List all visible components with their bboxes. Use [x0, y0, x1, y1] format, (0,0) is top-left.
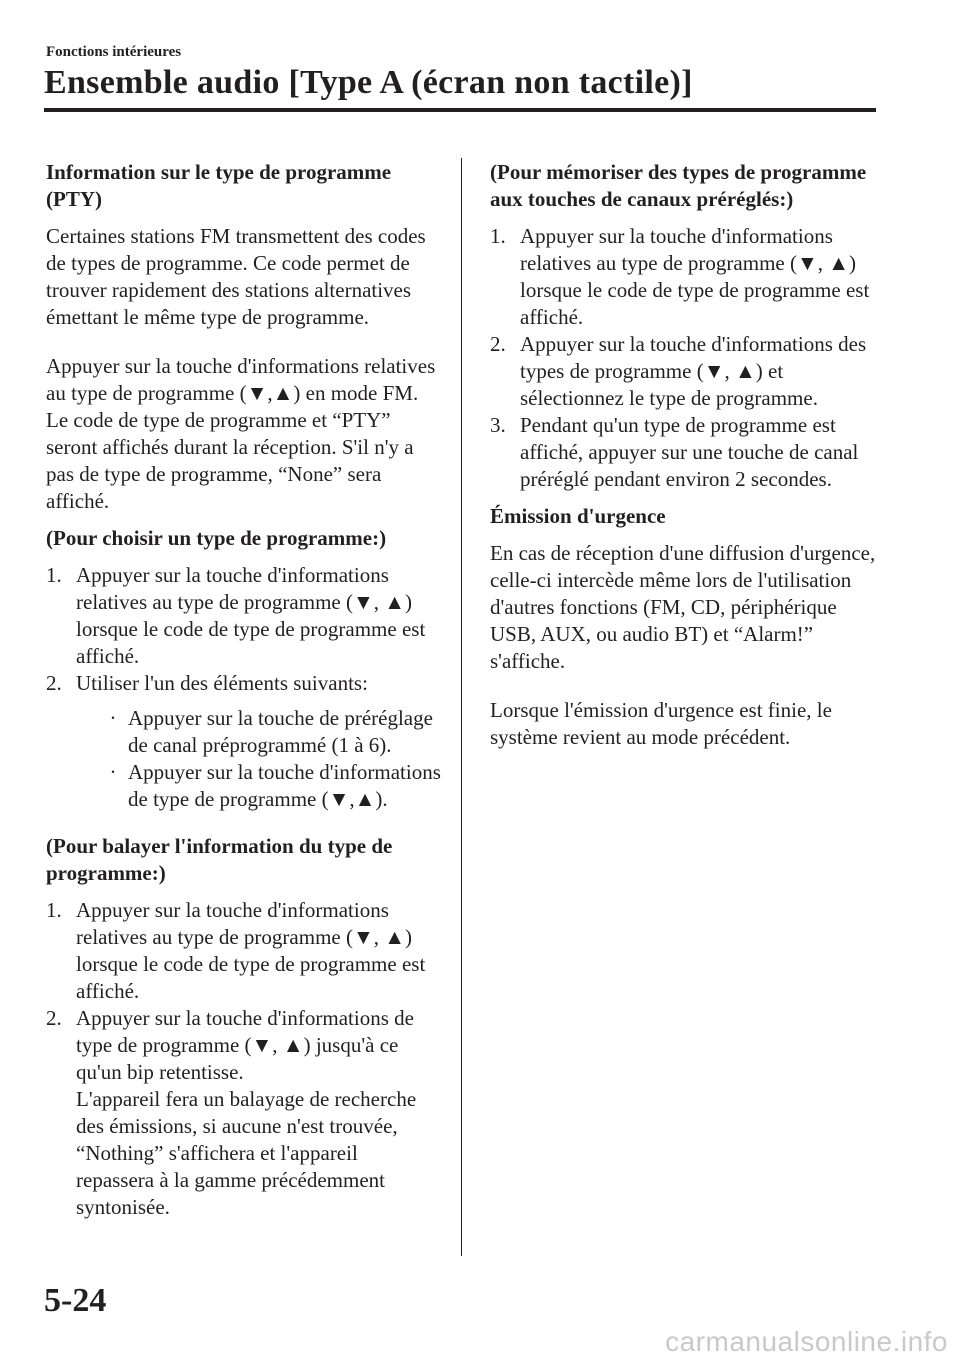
emergency-heading: Émission d'urgence	[490, 504, 666, 528]
bullet-text: Appuyer sur la touche d'informations de type de programme (▼,▲).	[128, 760, 441, 811]
step-text: Appuyer sur la touche d'informations relatives au type de programme (▼, ▲) lorsque le code de type de programme est affiché.	[76, 563, 426, 668]
list-item	[490, 331, 885, 412]
memorize-heading: (Pour mémoriser des types de programme aux touches de canaux préréglés:)	[490, 160, 867, 211]
list-item	[46, 562, 441, 670]
column-divider	[461, 158, 462, 1256]
memorize-steps-list	[490, 223, 885, 493]
list-item	[98, 759, 441, 813]
emergency-end-paragraph: Lorsque l'émission d'urgence est finie, le système revient au mode précédent.	[490, 698, 832, 749]
watermark: carmanualsonline.info	[665, 1326, 948, 1357]
step-text	[76, 1005, 441, 1221]
header-divider	[44, 108, 876, 112]
page-number: 5-24	[44, 1282, 107, 1319]
list-item	[98, 705, 441, 759]
list-item	[490, 412, 885, 493]
step-text-extra: L'appareil fera un balayage de recherche des émissions, si aucune n'est trouvée, “Nothing” s'affichera et l'appareil repassera à la gamme précédemment syntonisée.	[76, 1087, 417, 1219]
bullet-dot-icon: ·	[109, 760, 117, 784]
step-text: Pendant qu'un type de programme est affiché, appuyer sur une touche de canal préréglé pendant environ 2 secondes.	[520, 413, 859, 491]
section-label: Fonctions intérieures	[46, 44, 182, 60]
list-item	[46, 1005, 441, 1221]
pty-heading: Information sur le type de programme (PTY)	[46, 160, 392, 211]
left-column	[46, 159, 441, 1231]
step-text: Appuyer sur la touche d'informations des types de programme (▼, ▲) et sélectionnez le type de programme.	[520, 332, 867, 410]
step-text-main: Appuyer sur la touche d'informations de type de programme (▼, ▲) jusqu'à ce qu'un bip retentisse.	[76, 1006, 414, 1084]
choose-heading: (Pour choisir un type de programme:)	[46, 526, 387, 550]
choose-bullet-list	[98, 705, 441, 813]
step-text-main: Utiliser l'un des éléments suivants:	[76, 671, 368, 695]
step-number: 2.	[490, 332, 506, 356]
list-item	[490, 223, 885, 331]
bullet-text: Appuyer sur la touche de préréglage de canal préprogrammé (1 à 6).	[128, 706, 433, 757]
scan-steps-list	[46, 897, 441, 1221]
step-number: 2.	[46, 1006, 62, 1030]
bullet-dot-icon: ·	[109, 706, 117, 730]
step-number: 3.	[490, 413, 506, 437]
step-number: 1.	[46, 898, 62, 922]
list-item	[46, 670, 441, 823]
choose-steps-list	[46, 562, 441, 823]
step-number: 1.	[490, 224, 506, 248]
list-item	[46, 897, 441, 1005]
step-text	[76, 670, 441, 823]
pty-intro-paragraph: Certaines stations FM transmettent des codes de types de programme. Ce code permet de trouver rapidement des stations alternatives émettant le même type de programme.	[46, 224, 426, 329]
step-number: 2.	[46, 671, 62, 695]
step-text: Appuyer sur la touche d'informations relatives au type de programme (▼, ▲) lorsque le code de type de programme est affiché.	[520, 224, 870, 329]
scan-heading: (Pour balayer l'information du type de programme:)	[46, 834, 393, 885]
pty-press-paragraph: Appuyer sur la touche d'informations relatives au type de programme (▼,▲) en mode FM. Le code de type de programme et “PTY” seront affichés durant la réception. S'il n'y a pas de type de programme, “None” sera affiché.	[46, 354, 436, 513]
page-title: Ensemble audio [Type A (écran non tactile)]	[44, 64, 693, 101]
step-text: Appuyer sur la touche d'informations relatives au type de programme (▼, ▲) lorsque le code de type de programme est affiché.	[76, 898, 426, 1003]
right-column	[490, 159, 885, 761]
step-number: 1.	[46, 563, 62, 587]
emergency-paragraph: En cas de réception d'une diffusion d'urgence, celle-ci intercède même lors de l'utilisation d'autres fonctions (FM, CD, périphérique USB, AUX, ou audio BT) et “Alarm!” s'affiche.	[490, 541, 876, 673]
